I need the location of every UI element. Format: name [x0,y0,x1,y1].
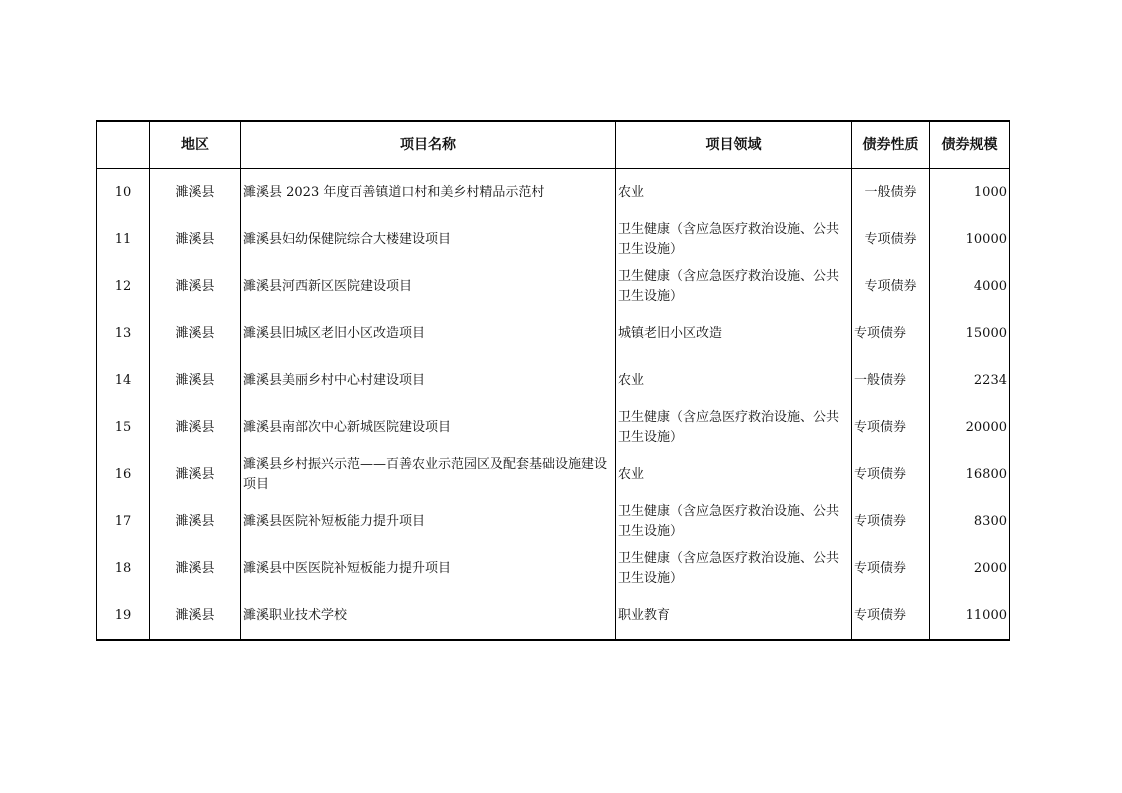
table-row [97,216,1010,263]
row-bond-type: 专项债券 [852,592,930,640]
row-project-field: 城镇老旧小区改造 [616,310,852,357]
header-bond-scale: 债券规模 [930,121,1010,169]
row-bond-scale: 2234 [930,357,1010,404]
row-bond-scale: 8300 [930,498,1010,545]
row-project-field: 卫生健康（含应急医疗救治设施、公共卫生设施） [616,216,852,263]
row-bond-type: 一般债券 [852,169,930,217]
row-bond-type: 专项债券 [852,216,930,263]
row-bond-scale: 16800 [930,451,1010,498]
row-index: 15 [97,404,150,451]
row-index: 12 [97,263,150,310]
header-region: 地区 [150,121,241,169]
row-bond-scale: 15000 [930,310,1010,357]
row-project-name: 濉溪县妇幼保健院综合大楼建设项目 [241,216,616,263]
table-row [97,545,1010,592]
row-bond-scale: 1000 [930,169,1010,217]
header-index [97,121,150,169]
table-row [97,357,1010,404]
row-region: 濉溪县 [150,169,241,217]
row-bond-scale: 2000 [930,545,1010,592]
row-project-name: 濉溪县美丽乡村中心村建设项目 [241,357,616,404]
row-region: 濉溪县 [150,216,241,263]
row-index: 16 [97,451,150,498]
row-index: 13 [97,310,150,357]
row-project-name: 濉溪县乡村振兴示范——百善农业示范园区及配套基础设施建设项目 [241,451,616,498]
header-project-field: 项目领域 [616,121,852,169]
row-bond-type: 一般债券 [852,357,930,404]
row-bond-scale: 11000 [930,592,1010,640]
row-project-field: 农业 [616,451,852,498]
row-index: 10 [97,169,150,217]
row-region: 濉溪县 [150,310,241,357]
row-project-field: 农业 [616,357,852,404]
row-region: 濉溪县 [150,498,241,545]
table-row [97,263,1010,310]
table-row [97,169,1010,217]
row-project-name: 濉溪县河西新区医院建设项目 [241,263,616,310]
row-region: 濉溪县 [150,545,241,592]
row-bond-scale: 4000 [930,263,1010,310]
row-index: 19 [97,592,150,640]
table-header-row [97,121,1010,169]
row-index: 18 [97,545,150,592]
row-bond-type: 专项债券 [852,498,930,545]
row-index: 11 [97,216,150,263]
table-row [97,404,1010,451]
row-project-name: 濉溪县 2023 年度百善镇道口村和美乡村精品示范村 [241,169,616,217]
row-bond-type: 专项债券 [852,545,930,592]
row-project-field: 卫生健康（含应急医疗救治设施、公共卫生设施） [616,263,852,310]
row-region: 濉溪县 [150,451,241,498]
row-project-name: 濉溪县南部次中心新城医院建设项目 [241,404,616,451]
row-bond-type: 专项债券 [852,310,930,357]
row-project-field: 农业 [616,169,852,217]
row-bond-scale: 10000 [930,216,1010,263]
bond-project-table [96,120,1010,641]
row-project-name: 濉溪县旧城区老旧小区改造项目 [241,310,616,357]
table-row [97,451,1010,498]
row-region: 濉溪县 [150,592,241,640]
row-project-field: 卫生健康（含应急医疗救治设施、公共卫生设施） [616,404,852,451]
row-project-name: 濉溪县中医医院补短板能力提升项目 [241,545,616,592]
table-row [97,592,1010,640]
row-region: 濉溪县 [150,263,241,310]
row-bond-type: 专项债券 [852,404,930,451]
row-region: 濉溪县 [150,404,241,451]
row-project-name: 濉溪县医院补短板能力提升项目 [241,498,616,545]
row-bond-type: 专项债券 [852,263,930,310]
header-project-name: 项目名称 [241,121,616,169]
row-project-name: 濉溪职业技术学校 [241,592,616,640]
table-row [97,498,1010,545]
row-project-field: 卫生健康（含应急医疗救治设施、公共卫生设施） [616,545,852,592]
header-bond-type: 债券性质 [852,121,930,169]
row-bond-scale: 20000 [930,404,1010,451]
row-region: 濉溪县 [150,357,241,404]
row-bond-type: 专项债券 [852,451,930,498]
table-row [97,310,1010,357]
row-index: 14 [97,357,150,404]
row-project-field: 职业教育 [616,592,852,640]
row-index: 17 [97,498,150,545]
row-project-field: 卫生健康（含应急医疗救治设施、公共卫生设施） [616,498,852,545]
